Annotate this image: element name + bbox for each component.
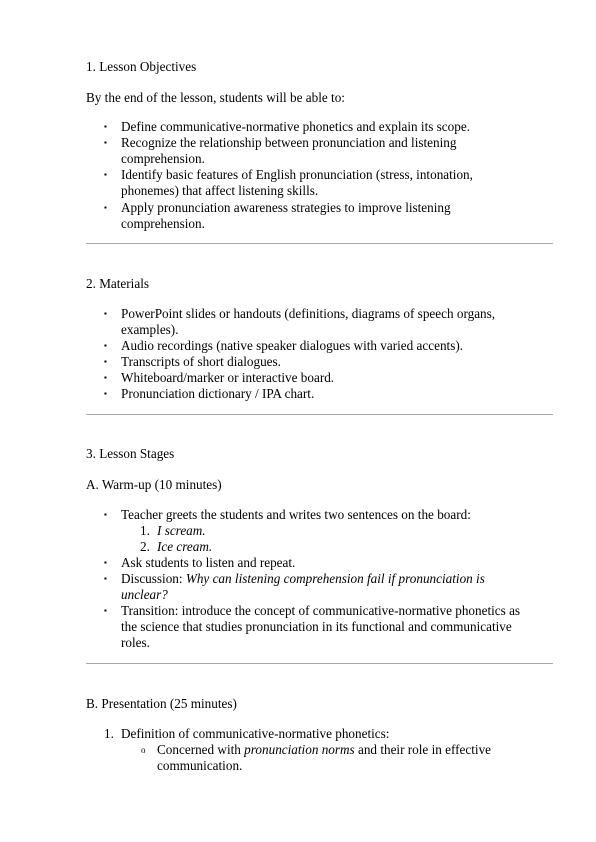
section-heading-stages: 3. Lesson Stages xyxy=(86,446,175,461)
section-heading-objectives: 1. Lesson Objectives xyxy=(86,59,197,74)
bullet-icon: ▪ xyxy=(104,606,107,615)
section-divider xyxy=(86,243,553,244)
bullet-icon: ▪ xyxy=(104,203,107,212)
warmup-item-1: Teacher greets the students and writes two sentences on the board: xyxy=(121,507,471,522)
bullet-icon: ▪ xyxy=(104,122,107,131)
material-item-1-cont: examples). xyxy=(121,322,179,337)
sub-item-number: 2. xyxy=(140,539,150,554)
bullet-icon: ▪ xyxy=(104,170,107,179)
objective-item-2-cont: comprehension. xyxy=(121,151,205,166)
bullet-icon: ▪ xyxy=(104,341,107,350)
objectives-intro: By the end of the lesson, students will be able to: xyxy=(86,90,345,105)
objective-item-1: Define communicative-normative phonetics and explain its scope. xyxy=(121,119,470,134)
warmup-item-4-cont: roles. xyxy=(121,635,150,650)
presentation-sub-item-1-cont: communication. xyxy=(157,758,243,773)
list-number: 1. xyxy=(104,726,114,741)
objective-item-3: Identify basic features of English pronunciation (stress, intonation, xyxy=(121,167,473,182)
material-item-2: Audio recordings (native speaker dialogues with varied accents). xyxy=(121,338,464,353)
presentation-sub-item-1: Concerned with pronunciation norms and their role in effective xyxy=(157,742,492,757)
section-divider xyxy=(86,663,553,664)
presentation-item-1: Definition of communicative-normative phonetics: xyxy=(121,726,390,741)
bullet-icon: ▪ xyxy=(104,510,107,519)
sub-item-1: I scream. xyxy=(157,523,206,538)
material-item-1: PowerPoint slides or handouts (definitions, diagrams of speech organs, xyxy=(121,306,496,321)
material-item-4: Whiteboard/marker or interactive board. xyxy=(121,370,335,385)
bullet-icon: ▪ xyxy=(104,574,107,583)
bullet-icon: ▪ xyxy=(104,357,107,366)
objective-item-4: Apply pronunciation awareness strategies to improve listening xyxy=(121,200,451,215)
bullet-icon: ▪ xyxy=(104,389,107,398)
objective-item-4-cont: comprehension. xyxy=(121,216,205,231)
bullet-icon: ▪ xyxy=(104,138,107,147)
section-heading-materials: 2. Materials xyxy=(86,276,149,291)
sub-item-number: 1. xyxy=(140,523,150,538)
warmup-item-4: Transition: introduce the concept of communicative-normative phonetics as xyxy=(121,603,521,618)
warmup-item-2: Ask students to listen and repeat. xyxy=(121,555,296,570)
warmup-item-3: Discussion: Why can listening comprehension fail if pronunciation is xyxy=(121,571,485,586)
section-divider xyxy=(86,414,553,415)
presentation-heading: B. Presentation (25 minutes) xyxy=(86,696,237,711)
objective-item-2: Recognize the relationship between pronunciation and listening xyxy=(121,135,457,150)
bullet-icon: ▪ xyxy=(104,373,107,382)
objective-item-3-cont: phonemes) that affect listening skills. xyxy=(121,183,319,198)
sub-item-2: Ice cream. xyxy=(157,539,213,554)
bullet-icon: ▪ xyxy=(104,309,107,318)
warmup-heading: A. Warm-up (10 minutes) xyxy=(86,477,222,492)
circle-bullet-icon: o xyxy=(141,745,146,755)
warmup-item-4-cont: the science that studies pronunciation in its functional and communicative xyxy=(121,619,512,634)
bullet-icon: ▪ xyxy=(104,558,107,567)
warmup-item-3-cont: unclear? xyxy=(121,587,168,602)
material-item-5: Pronunciation dictionary / IPA chart. xyxy=(121,386,315,401)
material-item-3: Transcripts of short dialogues. xyxy=(121,354,281,369)
